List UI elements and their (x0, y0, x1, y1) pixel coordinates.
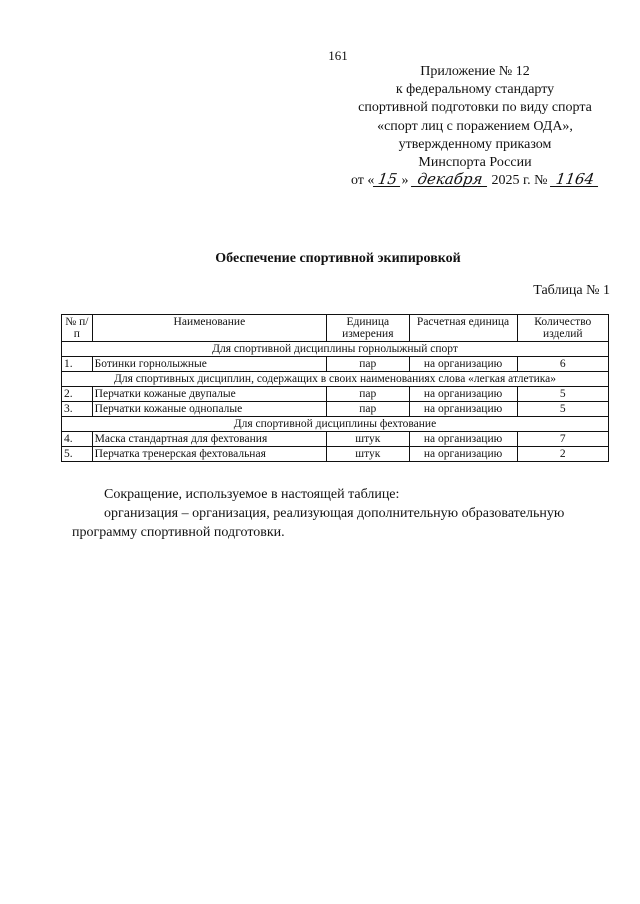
calc-unit: на организацию (409, 432, 517, 447)
row-number: 3. (62, 402, 93, 417)
item-name: Ботинки горнолыжные (92, 357, 326, 372)
table-header-row (62, 315, 609, 342)
item-name: Маска стандартная для фехтования (92, 432, 326, 447)
table-row (62, 432, 609, 447)
quantity: 2 (517, 447, 608, 462)
handwritten-day: 15 (373, 172, 402, 187)
header-cell: Количество изделий (517, 315, 608, 342)
appendix-block (340, 63, 610, 190)
notes-body-end: программу спортивной подготовки. (72, 525, 285, 540)
row-number: 5. (62, 447, 93, 462)
group-label: Для спортивных дисциплин, содержащих в своих наименованиях слова «легкая атлетика» (62, 372, 609, 387)
quantity: 5 (517, 387, 608, 402)
item-name: Перчатки кожаные двупалые (92, 387, 326, 402)
header-cell: Единица измерения (327, 315, 409, 342)
calc-unit: на организацию (409, 387, 517, 402)
unit: пар (327, 387, 409, 402)
appendix-line: утвержденному приказом (398, 136, 552, 152)
calc-unit: на организацию (409, 357, 517, 372)
unit: штук (327, 447, 409, 462)
notes-section (72, 485, 612, 542)
unit: штук (327, 432, 409, 447)
header-cell: Наименование (92, 315, 326, 342)
order-date-line (340, 172, 610, 190)
group-label: Для спортивной дисциплины фехтование (62, 417, 609, 432)
table-row (62, 357, 609, 372)
table-row (62, 387, 609, 402)
item-name: Перчатка тренерская фехтовальная (92, 447, 326, 462)
quantity: 7 (517, 432, 608, 447)
appendix-line: к федеральному стандарту (395, 82, 555, 98)
appendix-line: Минспорта России (418, 155, 532, 171)
quantity: 5 (517, 402, 608, 417)
row-number: 4. (62, 432, 93, 447)
table-label: Таблица № 1 (533, 283, 610, 298)
document-title: Обеспечение спортивной экипировкой (215, 251, 461, 266)
date-mid: » (401, 173, 409, 189)
date-prefix: от « (350, 173, 375, 189)
handwritten-month: декабря (411, 172, 489, 187)
calc-unit: на организацию (409, 447, 517, 462)
handwritten-order-number: 1164 (550, 172, 600, 187)
calc-unit: на организацию (409, 402, 517, 417)
group-row (62, 342, 609, 357)
header-cell: № п/п (62, 315, 93, 342)
quantity: 6 (517, 357, 608, 372)
notes-heading: Сокращение, используемое в настоящей таблице: (104, 487, 400, 502)
equipment-table (61, 314, 609, 462)
appendix-line: Приложение № 12 (420, 64, 530, 79)
notes-body: организация – организация, реализующая дополнительную образовательную (104, 506, 565, 521)
table-row (62, 402, 609, 417)
row-number: 1. (62, 357, 93, 372)
group-label: Для спортивной дисциплины горнолыжный спорт (62, 342, 609, 357)
page-number: 161 (328, 48, 348, 63)
table-row (62, 447, 609, 462)
header-cell: Расчетная единица (409, 315, 517, 342)
appendix-line: спортивной подготовки по виду спорта (358, 100, 592, 116)
unit: пар (327, 402, 409, 417)
year-text: 2025 г. № (491, 173, 548, 189)
group-row (62, 372, 609, 387)
group-row (62, 417, 609, 432)
item-name: Перчатки кожаные однопалые (92, 402, 326, 417)
row-number: 2. (62, 387, 93, 402)
appendix-line: «спорт лиц с поражением ОДА», (377, 118, 573, 134)
unit: пар (327, 357, 409, 372)
